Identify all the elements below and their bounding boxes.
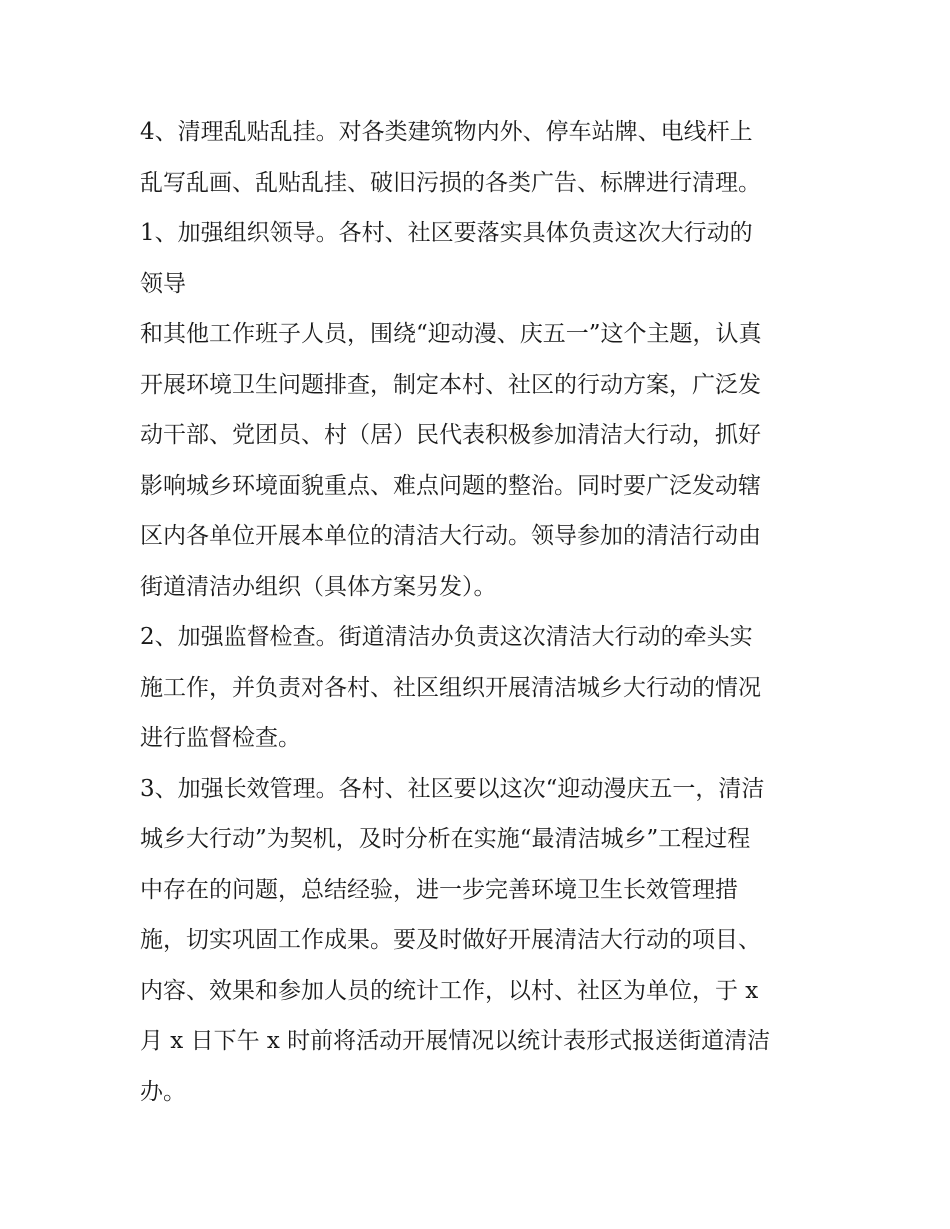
text-line: 领导 [140,270,186,297]
document-body [140,107,830,1117]
text-line: 1、加强组织领导。各村、社区要落实具体负责这次大行动的 [140,220,753,246]
text-line: 2、加强监督检查。街道清洁办负责这次清洁大行动的牵头实 [140,624,753,650]
text-line: 进行监督检查。 [140,725,301,751]
text-line: 动干部、党团员、村（居）民代表积极参加清洁大行动，抓好 [140,422,761,448]
text-line: 办。 [140,1078,186,1105]
text-line: 城乡大行动”为契机，及时分析在实施“最清洁城乡”工程过程 [140,826,751,852]
text-line: 月 x 日下午 x 时前将活动开展情况以统计表形式报送街道清洁 [140,1028,771,1054]
text-line: 3、加强长效管理。各村、社区要以这次“迎动漫庆五一，清洁 [140,775,765,802]
text-line: 内容、效果和参加人员的统计工作，以村、社区为单位，于 x [140,977,759,1004]
text-line: 乱写乱画、乱贴乱挂、破旧污损的各类广告、标牌进行清理。 [140,169,761,196]
text-line: 中存在的问题，总结经验，进一步完善环境卫生长效管理措 [140,876,738,903]
text-line: 施，切实巩固工作成果。要及时做好开展清洁大行动的项目、 [140,927,761,953]
text-line: 和其他工作班子人员，围绕“迎动漫、庆五一”这个主题，认真 [140,321,762,347]
text-line: 4、清理乱贴乱挂。对各类建筑物内外、停车站牌、电线杆上 [140,119,753,145]
text-line: 影响城乡环境面貌重点、难点问题的整治。同时要广泛发动辖 [140,472,761,499]
text-line: 开展环境卫生问题排查，制定本村、社区的行动方案，广泛发 [140,371,761,398]
text-line: 街道清洁办组织（具体方案另发）。 [140,573,497,600]
text-line: 施工作，并负责对各村、社区组织开展清洁城乡大行动的情况 [140,674,761,701]
text-line: 区内各单位开展本单位的清洁大行动。领导参加的清洁行动由 [140,523,761,549]
